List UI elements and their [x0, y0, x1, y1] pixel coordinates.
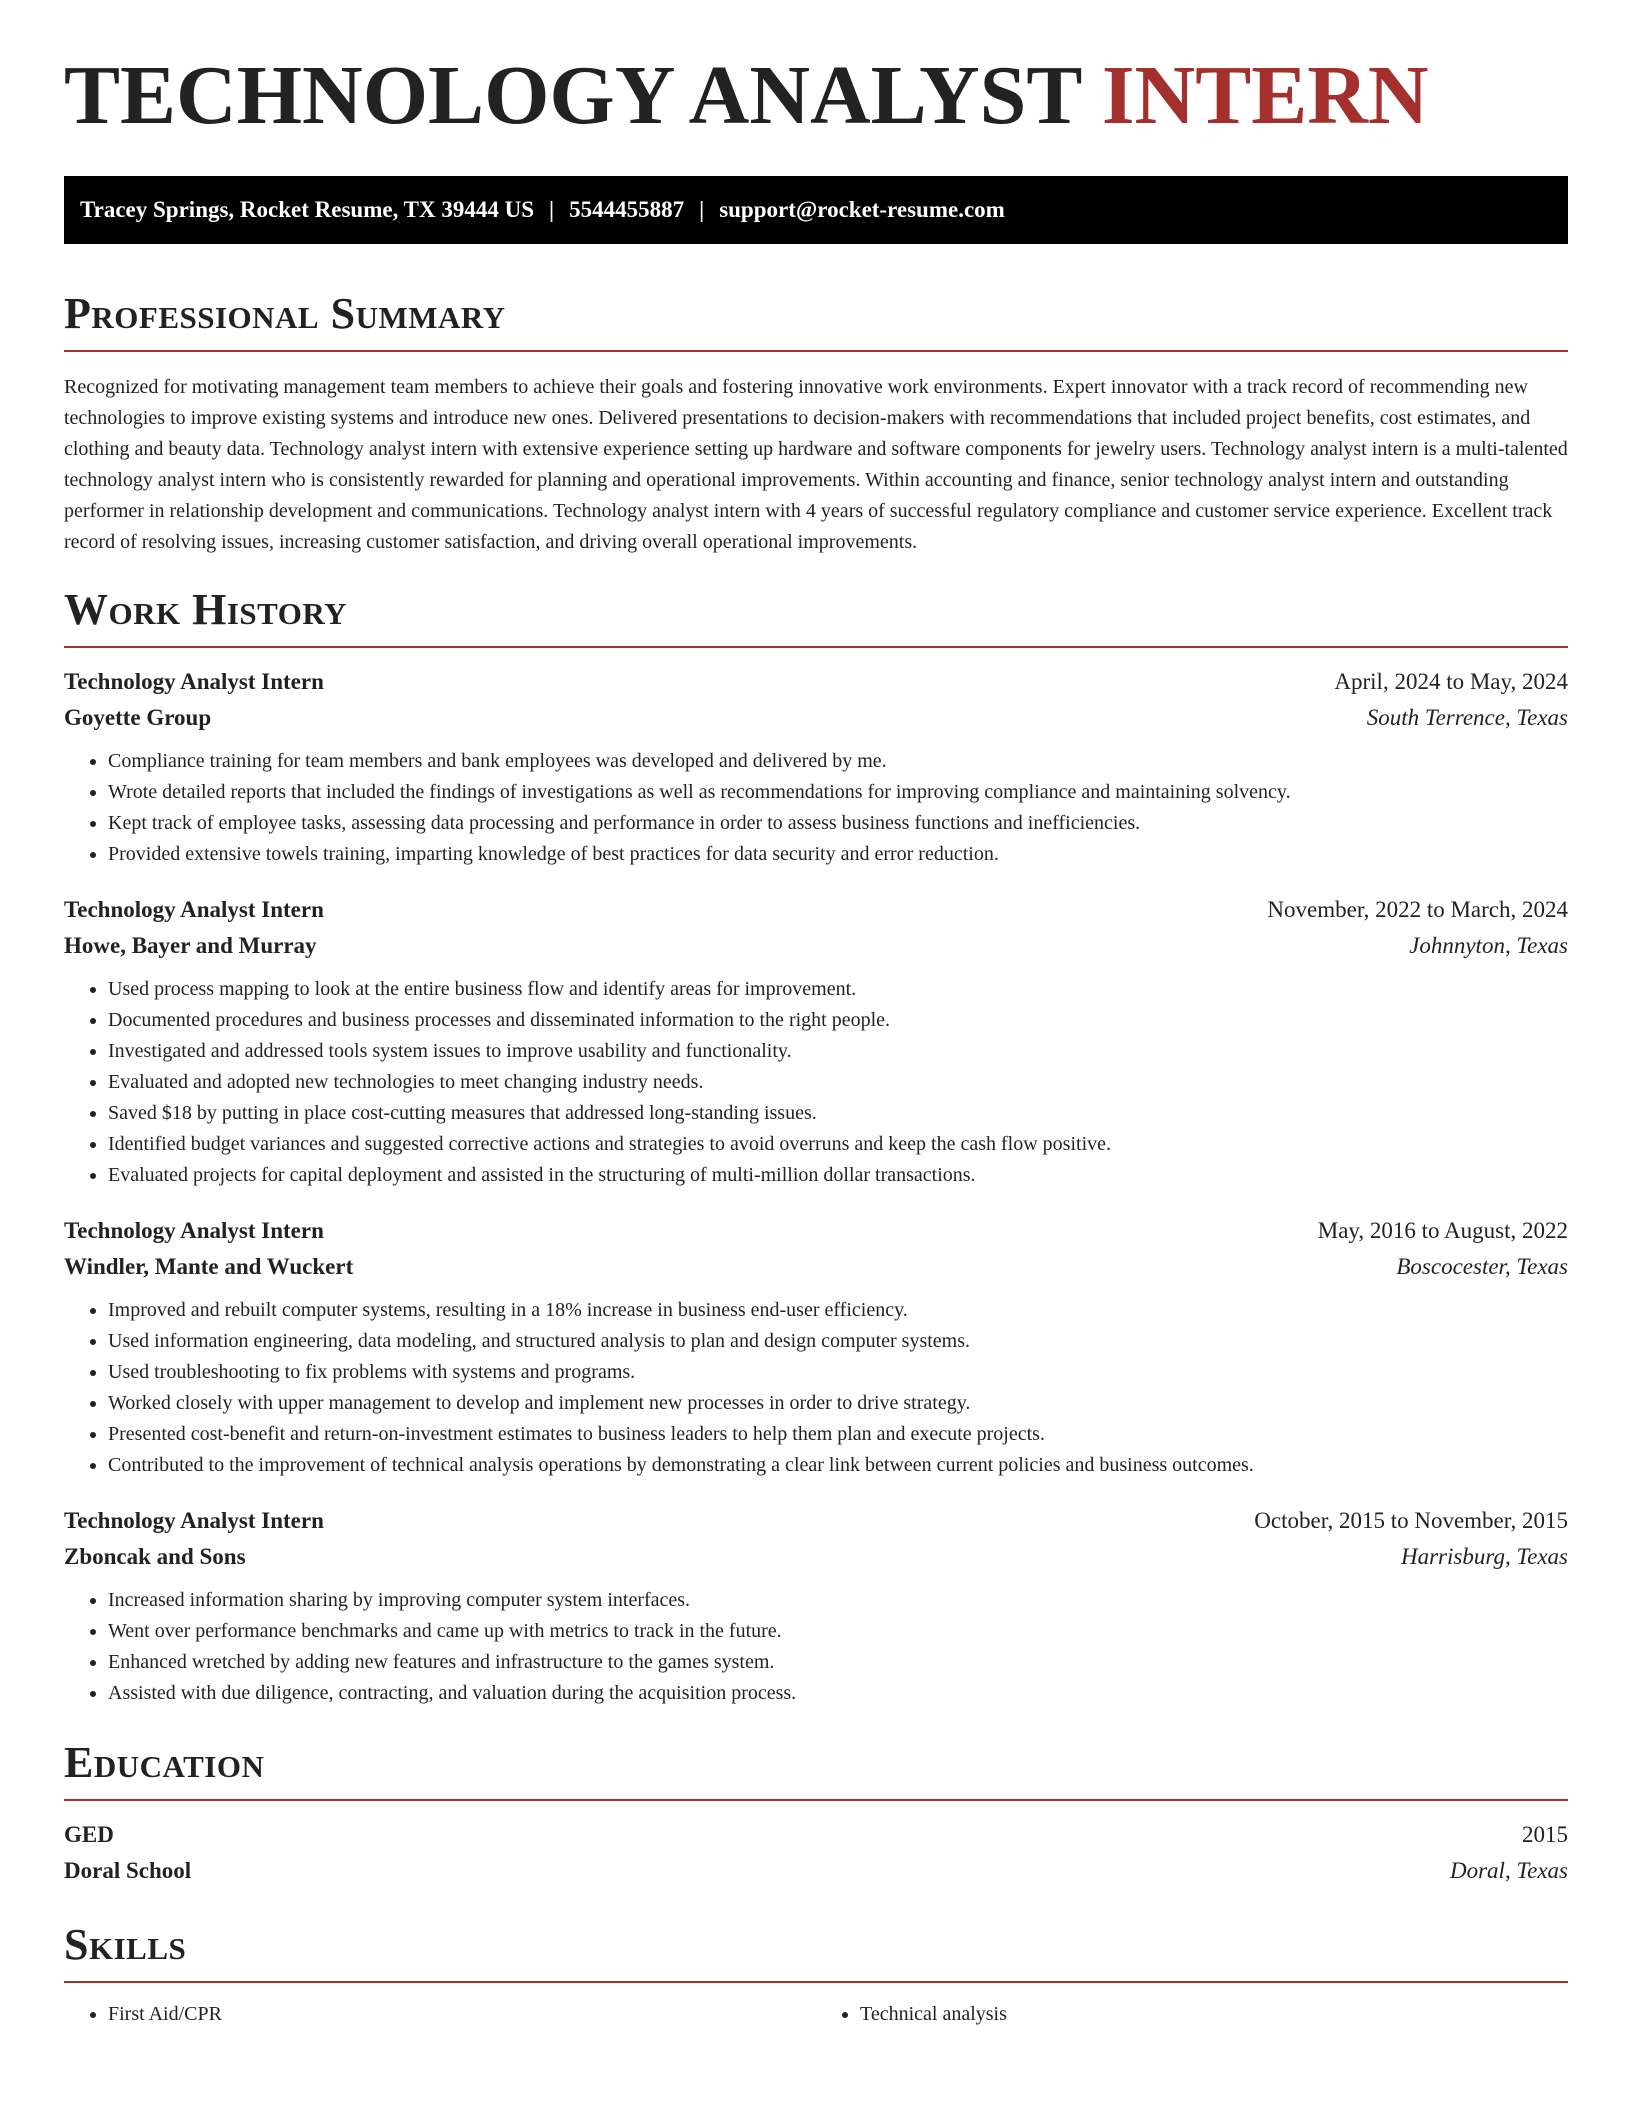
skill-item: • Technical analysis [860, 1999, 1568, 2030]
list-item: • Evaluated and adopted new technologies to meet changing industry needs. [108, 1067, 1568, 1098]
job-title-row [64, 892, 1568, 928]
job-company-row [64, 1539, 1568, 1575]
education-heading: Education [64, 1741, 1568, 1801]
job-bullets [64, 746, 1568, 870]
job-bullets [64, 1295, 1568, 1481]
list-item: • Kept track of employee tasks, assessing data processing and performance in order to assess business functions and inefficiencies. [108, 808, 1568, 839]
job-company: Goyette Group [64, 705, 212, 730]
list-item: • Went over performance benchmarks and came up with metrics to track in the future. [108, 1616, 1568, 1647]
job-bullets [64, 1585, 1568, 1709]
education-year: 2015 [1522, 1822, 1568, 1847]
list-item: • Used troubleshooting to fix problems with systems and programs. [108, 1357, 1568, 1388]
job-company: Zboncak and Sons [64, 1544, 246, 1569]
list-item: • Presented cost-benefit and return-on-investment estimates to business leaders to help them plan and execute projects. [108, 1419, 1568, 1450]
contact-email: support@rocket-resume.com [719, 197, 1005, 222]
job-location: Boscocester, Texas [1396, 1254, 1568, 1279]
list-item: • Compliance training for team members and bank employees was developed and delivered by me. [108, 746, 1568, 777]
job-entry [64, 892, 1568, 1191]
list-item: • Improved and rebuilt computer systems, resulting in a 18% increase in business end-user efficiency. [108, 1295, 1568, 1326]
job-company-row [64, 928, 1568, 964]
list-item: • Documented procedures and business processes and disseminated information to the right people. [108, 1005, 1568, 1036]
contact-separator: | [549, 197, 555, 222]
job-entry [64, 1503, 1568, 1709]
summary-text: Recognized for motivating management team members to achieve their goals and fostering innovative work environments. Expert innovator with a track record of recommending new technologies to improve existing systems and introduce new ones. Delivered presentations to decision-makers with recommendations that included project benefits, cost estimates, and clothing and beauty data. Technology analyst intern with extensive experience setting up hardware and software components for jewelry users. Technology analyst intern is a multi-talented technology analyst intern who is consistently rewarded for planning and operational improvements. Within accounting and finance, senior technology analyst intern and outstanding performer in relationship development and communications. Technology analyst intern with 4 years of successful regulatory compliance and customer service experience. Excellent track record of resolving issues, increasing customer satisfaction, and driving overall operational improvements. [64, 376, 1568, 553]
job-dates: May, 2016 to August, 2022 [1317, 1218, 1568, 1243]
work-history-heading: Work History [64, 588, 1568, 648]
job-dates: November, 2022 to March, 2024 [1267, 897, 1568, 922]
contact-address: Tracey Springs, Rocket Resume, TX 39444 US [80, 197, 535, 222]
list-item: • Wrote detailed reports that included the findings of investigations as well as recommendations for improving compliance and maintaining solvency. [108, 777, 1568, 808]
job-entry [64, 1213, 1568, 1481]
job-title-row [64, 1503, 1568, 1539]
job-company: Windler, Mante and Wuckert [64, 1254, 354, 1279]
skills-list [64, 1999, 1568, 2030]
list-item: • Worked closely with upper management to develop and implement new processes in order to drive strategy. [108, 1388, 1568, 1419]
job-entry [64, 664, 1568, 870]
job-title: Technology Analyst Intern [64, 669, 324, 694]
skill-item: • First Aid/CPR [108, 1999, 816, 2030]
job-title: Technology Analyst Intern [64, 1218, 324, 1243]
education-school-row [64, 1853, 1568, 1889]
title-accent: INTERN [1101, 49, 1429, 142]
list-item: • Evaluated projects for capital deployment and assisted in the structuring of multi-million dollar transactions. [108, 1160, 1568, 1191]
job-title: Technology Analyst Intern [64, 897, 324, 922]
job-location: South Terrence, Texas [1366, 705, 1568, 730]
job-location: Harrisburg, Texas [1401, 1544, 1568, 1569]
summary-heading: Professional Summary [64, 292, 1568, 352]
job-company-row [64, 1249, 1568, 1285]
list-item: • Saved $18 by putting in place cost-cutting measures that addressed long-standing issues. [108, 1098, 1568, 1129]
list-item: • Assisted with due diligence, contracting, and valuation during the acquisition process. [108, 1678, 1568, 1709]
job-company-row [64, 700, 1568, 736]
job-company: Howe, Bayer and Murray [64, 933, 317, 958]
list-item: • Enhanced wretched by adding new features and infrastructure to the games system. [108, 1647, 1568, 1678]
job-dates: April, 2024 to May, 2024 [1334, 669, 1568, 694]
job-dates: October, 2015 to November, 2015 [1254, 1508, 1568, 1533]
education-school: Doral School [64, 1858, 192, 1883]
skills-heading: Skills [64, 1923, 1568, 1983]
list-item: • Identified budget variances and suggested corrective actions and strategies to avoid overruns and keep the cash flow positive. [108, 1129, 1568, 1160]
title-main: TECHNOLOGY ANALYST [64, 49, 1081, 142]
job-title-row [64, 1213, 1568, 1249]
skills-column-right [816, 1999, 1568, 2030]
education-degree: GED [64, 1822, 114, 1847]
list-item: • Used information engineering, data modeling, and structured analysis to plan and design computer systems. [108, 1326, 1568, 1357]
skills-column-left [64, 1999, 816, 2030]
job-title-row [64, 664, 1568, 700]
education-entry [64, 1817, 1568, 1889]
contact-separator: | [699, 197, 705, 222]
list-item: • Provided extensive towels training, imparting knowledge of best practices for data security and error reduction. [108, 839, 1568, 870]
list-item: • Increased information sharing by improving computer system interfaces. [108, 1585, 1568, 1616]
list-item: • Contributed to the improvement of technical analysis operations by demonstrating a clear link between current policies and business outcomes. [108, 1450, 1568, 1481]
education-degree-row [64, 1817, 1568, 1853]
job-location: Johnnyton, Texas [1409, 933, 1568, 958]
education-location: Doral, Texas [1450, 1858, 1568, 1883]
contact-bar [64, 176, 1568, 244]
job-title: Technology Analyst Intern [64, 1508, 324, 1533]
resume-title [64, 0, 1568, 164]
list-item: • Investigated and addressed tools system issues to improve usability and functionality. [108, 1036, 1568, 1067]
contact-phone: 5544455887 [569, 197, 685, 222]
job-bullets [64, 974, 1568, 1191]
list-item: • Used process mapping to look at the entire business flow and identify areas for improvement. [108, 974, 1568, 1005]
